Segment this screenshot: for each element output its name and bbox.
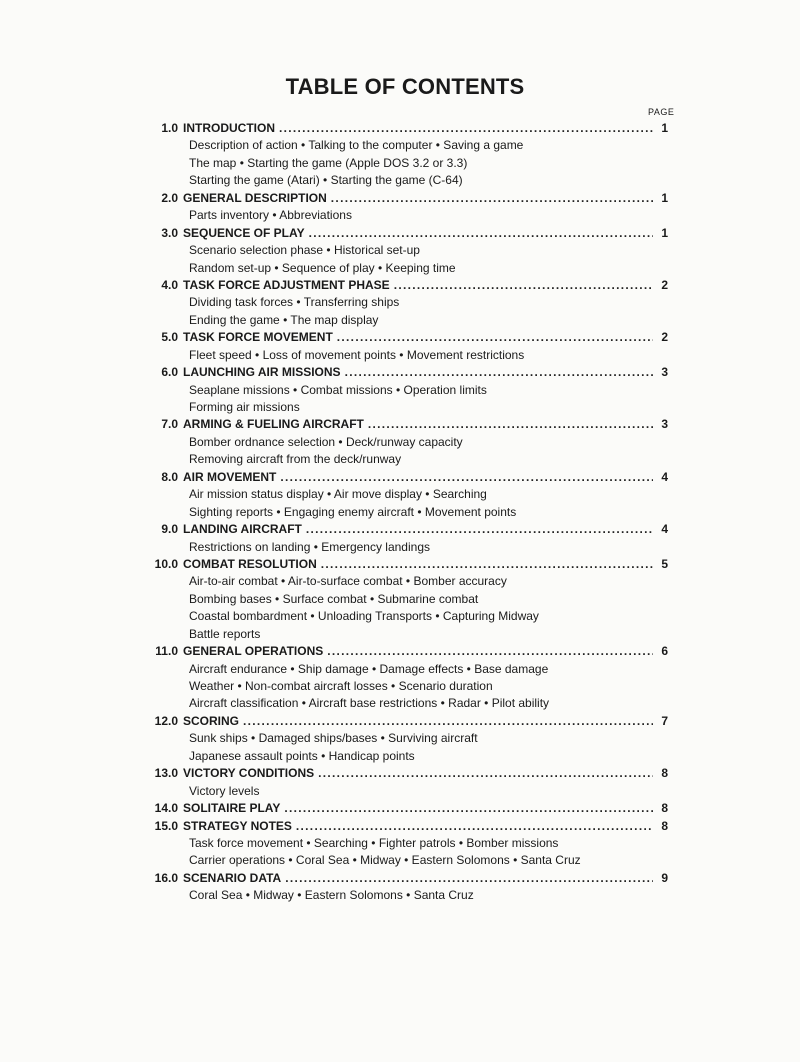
subtopic-line: Fleet speed • Loss of movement points • Movement restrictions [189,347,525,362]
section-title: SEQUENCE OF PLAY [183,225,305,240]
subtopic-line: Bomber ordnance selection • Deck/runway capacity [189,434,463,449]
dot-leader [331,190,653,207]
section-title: SOLITAIRE PLAY [183,801,281,816]
subtopic-line: Weather • Non-combat aircraft losses • Scenario duration [189,679,493,693]
dot-leader [309,225,653,242]
toc-section-7-0 [140,416,668,433]
section-title: VICTORY CONDITIONS [183,766,315,781]
section-number: 1.0 [161,121,178,135]
section-title: INTRODUCTION [183,121,275,135]
section-number: 4.0 [161,277,178,292]
toc-section-9-0 [140,521,668,538]
section-page-number: 1 [661,121,668,135]
section-number: 14.0 [154,801,178,816]
section-title: GENERAL DESCRIPTION [183,190,327,205]
toc-section-11-0 [140,643,668,660]
section-number: 15.0 [154,818,178,833]
section-page-number: 3 [661,417,668,432]
dot-leader [306,521,653,538]
dot-leader [321,556,653,573]
section-page-number: 7 [661,713,668,728]
subtopic-line: Air-to-air combat • Air-to-surface combat • Bomber accuracy [189,574,507,589]
section-page-number: 8 [661,766,668,781]
subtopic-line: Battle reports [189,626,261,641]
toc-section-10-0 [140,556,668,573]
subtopic-line: Coastal bombardment • Unloading Transports • Capturing Midway [189,609,539,624]
dot-leader [327,643,653,660]
toc-section-1-0 [140,120,668,137]
section-page-number: 1 [661,225,668,240]
section-page-number: 3 [661,365,668,380]
subtopic-line: Seaplane missions • Combat missions • Operation limits [189,382,487,397]
section-page-number: 1 [661,190,668,205]
section-title: STRATEGY NOTES [183,818,292,833]
dot-leader [284,800,653,817]
subtopic-line: Carrier operations • Coral Sea • Midway • Eastern Solomons • Santa Cruz [189,853,581,868]
section-title: GENERAL OPERATIONS [183,644,324,659]
subtopic-line: Starting the game (Atari) • Starting the game (C-64) [189,173,463,188]
section-page-number: 4 [661,522,668,537]
section-page-number: 5 [661,556,668,571]
subtopic-line: Air mission status display • Air move display • Searching [189,487,487,502]
section-page-number: 2 [661,330,668,345]
toc-section-8-0 [140,469,668,486]
dot-leader [280,469,653,486]
toc-section-12-0 [140,713,668,730]
subtopic-line: Ending the game • The map display [189,312,379,327]
section-number: 8.0 [161,469,178,484]
dot-leader [296,818,653,835]
subtopic-line: Sighting reports • Engaging enemy aircraft • Movement points [189,504,517,519]
subtopic-line: Task force movement • Searching • Fighter patrols • Bomber missions [189,835,559,850]
section-number: 13.0 [154,766,178,781]
dot-leader [243,713,653,730]
section-page-number: 4 [661,469,668,484]
toc-section-15-0 [140,818,668,835]
section-title: ARMING & FUELING AIRCRAFT [183,417,364,432]
toc-section-3-0 [140,225,668,242]
dot-leader [285,870,653,887]
subtopic-line: Sunk ships • Damaged ships/bases • Surviving aircraft [189,731,478,746]
subtopic-line: Random set-up • Sequence of play • Keeping time [189,260,456,275]
section-title: LANDING AIRCRAFT [183,522,302,537]
section-number: 2.0 [161,190,178,205]
toc-section-4-0 [140,277,668,294]
page-column-label: PAGE [648,107,675,117]
subtopic-line: Parts inventory • Abbreviations [189,208,352,223]
toc-section-13-0 [140,765,668,782]
section-number: 11.0 [155,644,178,659]
subtopic-line: Coral Sea • Midway • Eastern Solomons • Santa Cruz [189,888,474,903]
section-number: 9.0 [161,522,178,537]
section-title: TASK FORCE MOVEMENT [183,330,333,345]
toc-section-14-0 [140,800,668,817]
page-title: TABLE OF CONTENTS [285,74,525,99]
subtopic-line: Aircraft classification • Aircraft base restrictions • Radar • Pilot ability [189,696,550,711]
section-number: 16.0 [154,870,178,885]
table-of-contents [140,120,668,905]
section-title: LAUNCHING AIR MISSIONS [183,365,341,380]
dot-leader [368,416,653,433]
dot-leader [394,277,653,294]
dot-leader [318,765,653,782]
section-page-number: 6 [661,644,668,659]
subtopic-line: Victory levels [189,783,260,798]
toc-section-16-0 [140,870,668,887]
section-page-number: 8 [661,818,668,833]
dot-leader [279,120,653,137]
section-title: AIR MOVEMENT [183,469,277,484]
subtopic-line: Bombing bases • Surface combat • Submarine combat [189,591,479,606]
toc-section-2-0 [140,190,668,207]
subtopic-line: Japanese assault points • Handicap points [189,748,415,763]
section-number: 10.0 [154,556,178,571]
section-title: SCORING [183,713,240,728]
subtopic-line: Restrictions on landing • Emergency landings [189,539,430,554]
section-page-number: 2 [661,277,668,292]
section-number: 6.0 [161,365,178,380]
section-number: 5.0 [161,330,178,345]
section-number: 3.0 [161,225,178,240]
subtopic-line: The map • Starting the game (Apple DOS 3.2 or 3.3) [189,155,468,170]
section-title: TASK FORCE ADJUSTMENT PHASE [183,277,390,292]
dot-leader [345,364,653,381]
subtopic-line: Scenario selection phase • Historical set-up [189,243,420,258]
subtopic-line: Description of action • Talking to the computer • Saving a game [189,138,524,153]
subtopic-line: Forming air missions [189,400,300,414]
subtopic-line: Aircraft endurance • Ship damage • Damage effects • Base damage [189,661,549,676]
section-page-number: 9 [661,870,668,885]
dot-leader [337,329,653,346]
section-number: 12.0 [154,713,178,728]
section-title: SCENARIO DATA [183,870,282,885]
section-title: COMBAT RESOLUTION [183,556,317,571]
subtopic-line: Dividing task forces • Transferring ships [189,295,400,310]
toc-section-5-0 [140,329,668,346]
section-page-number: 8 [661,801,668,816]
subtopic-line: Removing aircraft from the deck/runway [189,452,402,467]
toc-section-6-0 [140,364,668,381]
section-number: 7.0 [161,417,178,432]
